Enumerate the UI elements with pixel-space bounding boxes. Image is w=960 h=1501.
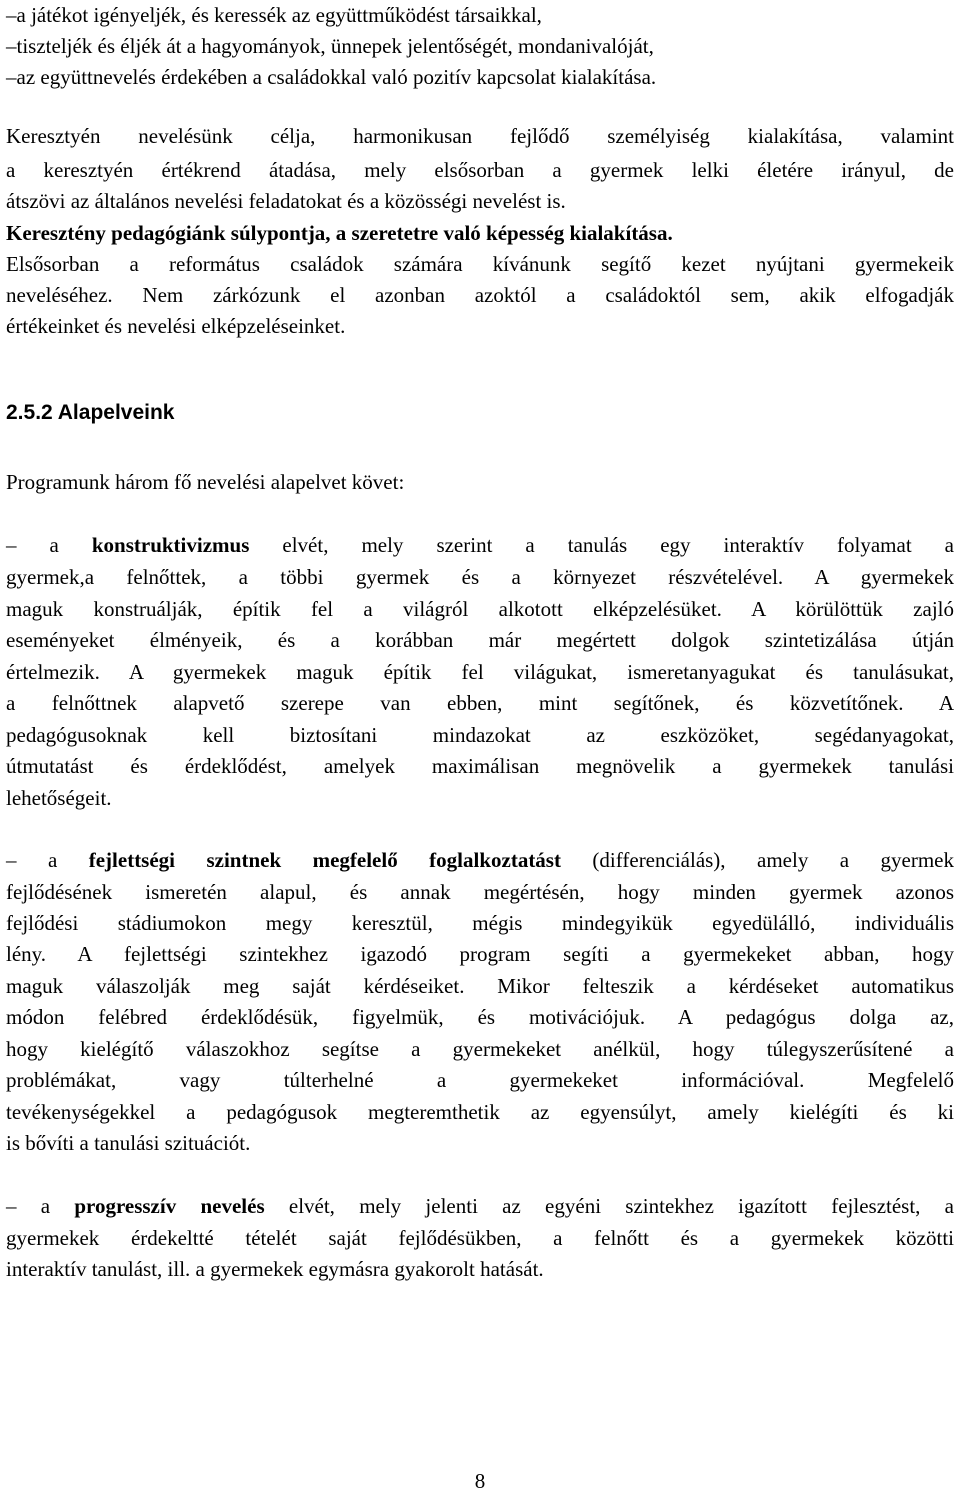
paragraph-line: is bővíti a tanulási szituációt.	[6, 1131, 251, 1155]
paragraph-line: problémákat, vagy túlterhelné a gyermekeket információval. Megfelelő	[6, 1068, 954, 1092]
principle-1-text: elvét, mely szerint a tanulás egy interaktív folyamat a	[249, 533, 954, 557]
paragraph-line: eseményeket élményeik, és a korábban már megértett dolgok szintetizálása útján	[6, 628, 954, 652]
principle-1-first-line	[6, 530, 954, 560]
paragraph-line: útmutatást és érdeklődést, amelyek maximálisan megnövelik a gyermekek tanulási	[6, 754, 954, 778]
emphasis-line: Keresztény pedagógiánk súlypontja, a szeretetre való képesség kialakítása.	[6, 221, 673, 245]
intro-line: –az együttnevelés érdekében a családokkal való pozitív kapcsolat kialakítása.	[6, 65, 657, 89]
paragraph-line: maguk válaszolják meg saját kérdéseiket. Mikor felteszik a kérdéseket automatikus	[6, 974, 954, 998]
page-number: 8	[474, 1469, 486, 1493]
paragraph-line: fejlődésének ismeretén alapul, és annak megértésén, hogy minden gyermek azonos	[6, 880, 954, 904]
paragraph-line: fejlődési stádiumokon megy keresztül, mégis mindegyikük egyedülálló, individuális	[6, 911, 954, 935]
principle-2-term: fejlettségi szintnek megfelelő foglalkoztatást	[88, 848, 561, 872]
paragraph-line: a felnőttnek alapvető szerepe van ebben, mint segítőnek, és közvetítőnek. A	[6, 691, 954, 715]
principle-2-text: (differenciálás), amely a gyermek	[560, 848, 955, 872]
paragraph-line: maguk konstruálják, építik fel a világról alkotott elképzelésüket. A körülöttük zajló	[6, 597, 954, 621]
principle-1-term: konstruktivizmus	[91, 533, 250, 557]
paragraph-line: átszövi az általános nevelési feladatokat és a közösségi nevelést is.	[6, 189, 566, 213]
intro-line: –tiszteljék és éljék át a hagyományok, ünnepek jelentőségét, mondanivalóját,	[6, 34, 654, 58]
dash-prefix: – a	[6, 848, 89, 872]
principle-3-term: progresszív nevelés	[74, 1194, 265, 1218]
paragraph-line: Keresztyén nevelésünk célja, harmonikusan fejlődő személyiség kialakítása, valamint	[6, 124, 954, 148]
paragraph-line: gyermek,a felnőttek, a többi gyermek és a környezet részvételével. A gyermekek	[6, 565, 954, 589]
paragraph-line: a keresztyén értékrend átadása, mely elsősorban a gyermek lelki életére irányul, de	[6, 158, 954, 182]
paragraph-line: hogy kielégítő válaszokhoz segítse a gyermekeket anélkül, hogy túlegyszerűsítené a	[6, 1037, 954, 1061]
section-heading: 2.5.2 Alapelveink	[6, 401, 175, 424]
paragraph-line: tevékenységekkel a pedagógusok megteremthetik az egyensúlyt, amely kielégíti és ki	[6, 1100, 954, 1124]
paragraph-line: lény. A fejlettségi szintekhez igazodó program segíti a gyermekeket abban, hogy	[6, 942, 954, 966]
principle-2-first-line	[6, 845, 954, 875]
paragraph-line: értelmezik. A gyermekek maguk építik fel világukat, ismeretanyagukat és tanulásukat,	[6, 660, 954, 684]
principle-3-first-line	[6, 1191, 954, 1221]
dash-prefix: – a	[6, 1194, 75, 1218]
paragraph-line: Elsősorban a református családok számára kívánunk segítő kezet nyújtani gyermekeik	[6, 252, 954, 276]
paragraph-line: értékeinket és nevelési elképzeléseinket.	[6, 314, 346, 338]
lead-sentence: Programunk három fő nevelési alapelvet követ:	[6, 470, 405, 494]
dash-prefix: – a	[6, 533, 92, 557]
intro-line: –a játékot igényeljék, és keressék az együttműködést társaikkal,	[6, 3, 542, 27]
paragraph-line: neveléséhez. Nem zárkózunk el azonban azoktól a családoktól sem, akik elfogadják	[6, 283, 954, 307]
paragraph-line: lehetőségeit.	[6, 786, 112, 810]
principle-3-text: elvét, mely jelenti az egyéni szintekhez igazított fejlesztést, a	[264, 1194, 955, 1218]
paragraph-line: pedagógusoknak kell biztosítani mindazokat az eszközöket, segédanyagokat,	[6, 723, 954, 747]
paragraph-line: gyermekek érdekeltté tételét saját fejlődésükben, a felnőtt és a gyermekek közötti	[6, 1226, 954, 1250]
paragraph-line: módon felébred érdeklődésük, figyelmük, és motivációjuk. A pedagógus dolga az,	[6, 1005, 954, 1029]
paragraph-line: interaktív tanulást, ill. a gyermekek egymásra gyakorolt hatását.	[6, 1257, 544, 1281]
